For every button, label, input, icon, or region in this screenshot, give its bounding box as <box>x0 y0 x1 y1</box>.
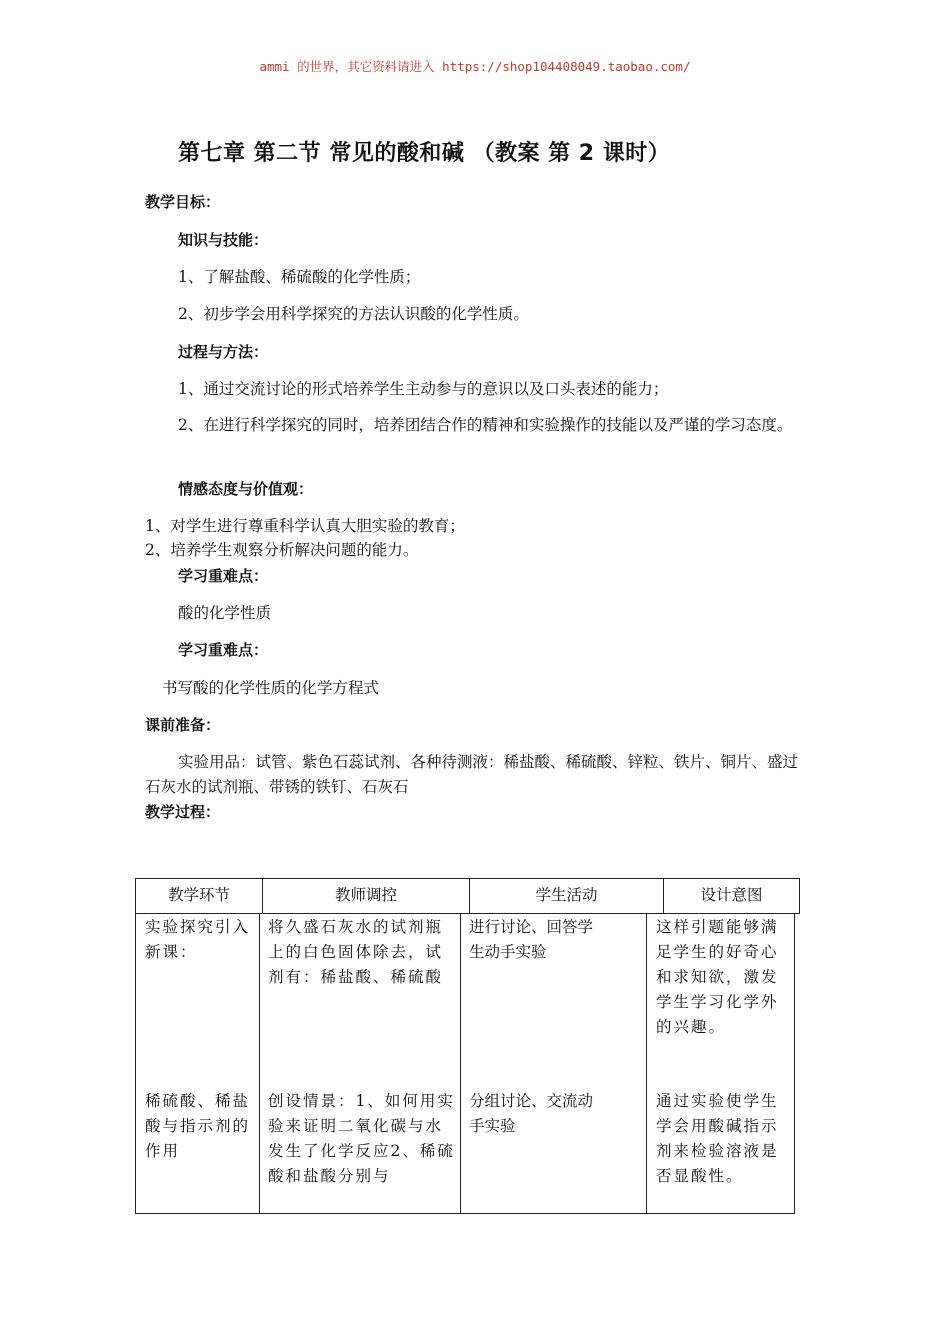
key-points-text: 酸的化学性质 <box>178 604 272 622</box>
process-heading: 过程与方法： <box>178 343 269 361</box>
process-item-2: 2、在进行科学探究的同时，培养团结合作的精神和实验操作的技能以及严谨的学习态度。 <box>178 416 793 434</box>
table-row-2-teacher: 创设情景：1、如何用实验来证明二氧化碳与水发生了化学反应2、稀硫酸和盐酸分别与 <box>268 1092 455 1185</box>
process-section-heading: 教学过程： <box>145 803 221 821</box>
emotion-item-2: 2、培养学生观察分析解决问题的能力。 <box>145 541 419 559</box>
preparation-heading: 课前准备： <box>145 716 221 734</box>
difficult-points-text: 书写酸的化学性质的化学方程式 <box>162 679 380 697</box>
preparation-text: 实验用品：试管、紫色石蕊试剂、各种待测液：稀盐酸、稀硫酸、锌粒、铁片、铜片、盛过石灰水的试剂瓶、带锈的铁钉、石灰石 <box>145 753 799 796</box>
table-header-teacher: 教师调控 <box>334 886 397 904</box>
key-points-heading: 学习重难点： <box>178 567 269 585</box>
table-row-1-teacher: 将久盛石灰水的试剂瓶上的白色固体除去，试剂有：稀盐酸、稀硫酸 <box>268 918 444 986</box>
process-item-1: 1、通过交流讨论的形式培养学生主动参与的意识以及口头表述的能力； <box>178 380 669 398</box>
table-header-stage: 教学环节 <box>167 886 230 904</box>
page-title: 第七章 第二节 常见的酸和碱 （教案 第 2 课时） <box>178 141 671 166</box>
difficult-points-heading: 学习重难点： <box>178 641 269 659</box>
table-header-intent: 设计意图 <box>700 886 763 904</box>
table-row-2-student: 分组讨论、交流动手实验 <box>469 1092 594 1135</box>
table-row-2-stage: 稀硫酸、稀盐酸与指示剂的作用 <box>145 1092 251 1160</box>
knowledge-item-2: 2、初步学会用科学探究的方法认识酸的化学性质。 <box>178 305 529 323</box>
emotion-heading: 情感态度与价值观： <box>178 480 314 498</box>
table-row-1-student: 进行讨论、回答学生动手实验 <box>469 918 594 961</box>
table-row-1-intent: 这样引题能够满足学生的好奇心和求知欲，激发学生学习化学外的兴趣。 <box>656 918 779 1036</box>
emotion-item-1: 1、对学生进行尊重科学认真大胆实验的教育； <box>145 517 465 535</box>
page-header-banner[interactable]: ammi 的世界，其它资料请进入 https://shop104408049.taobao.com/ <box>259 59 691 74</box>
knowledge-item-1: 1、了解盐酸、稀硫酸的化学性质； <box>178 268 421 286</box>
table-header-student: 学生活动 <box>535 886 598 904</box>
knowledge-heading: 知识与技能： <box>178 231 269 249</box>
goals-heading: 教学目标： <box>145 193 221 211</box>
table-row-1-stage: 实验探究引入新课： <box>145 918 251 961</box>
table-row-2-intent: 通过实验使学生学会用酸碱指示剂来检验溶液是否显酸性。 <box>656 1092 779 1185</box>
